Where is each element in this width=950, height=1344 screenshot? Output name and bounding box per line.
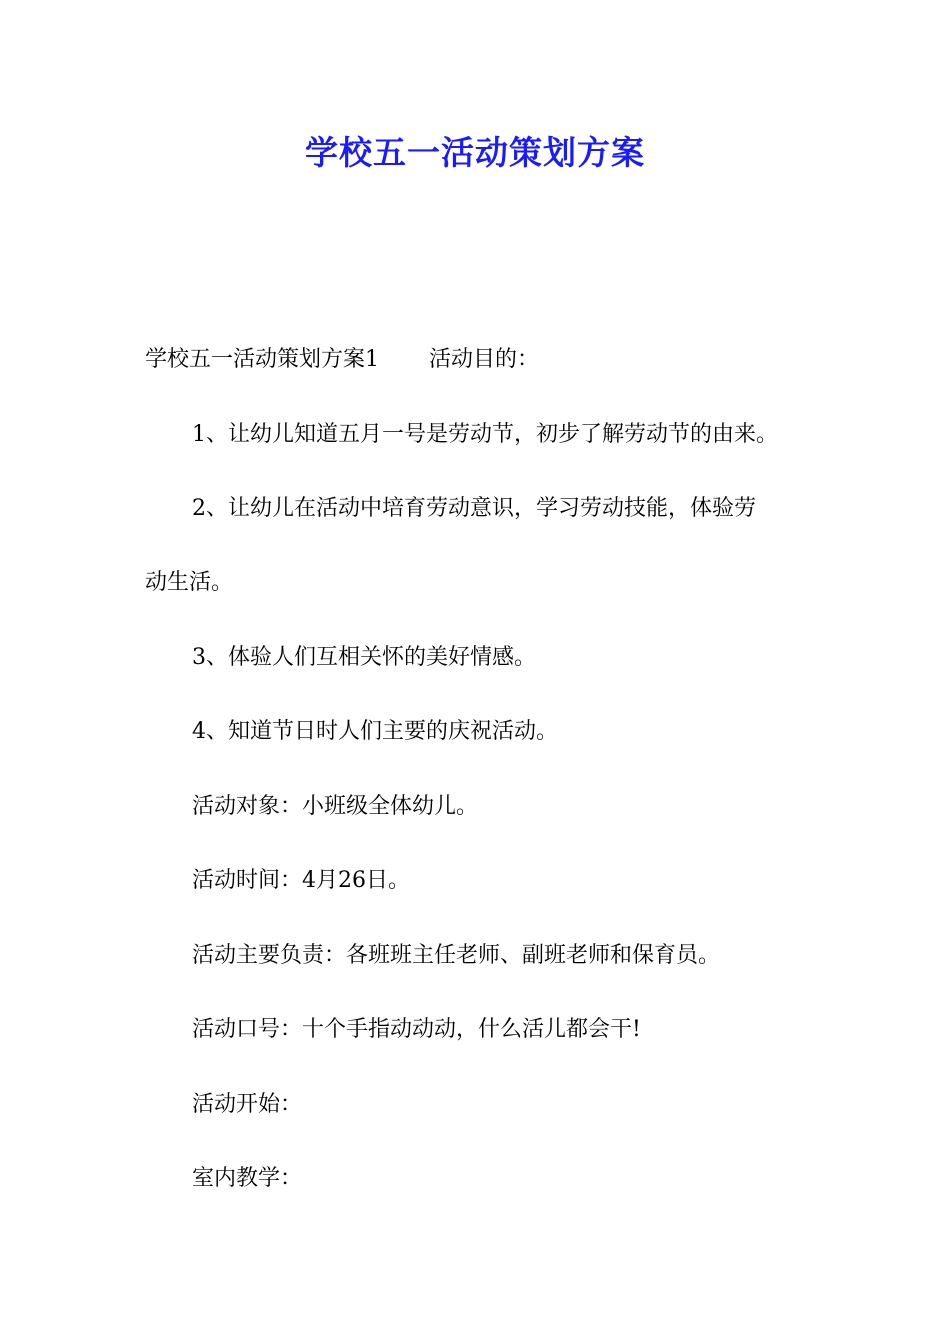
paragraph-activity-time: 活动时间：4月26日。 [192,868,410,893]
paragraph-goal-3: 3、体验人们互相关怀的美好情感。 [192,645,536,670]
section-heading-continuation: 活动目的： [429,347,540,372]
paragraph-indoor-teaching: 室内教学： [192,1166,303,1191]
paragraph-goal-1: 1、让幼儿知道五月一号是劳动节，初步了解劳动节的由来。 [192,422,778,447]
paragraph-activity-start: 活动开始： [192,1092,303,1117]
paragraph-goal-2: 2、让幼儿在活动中培育劳动意识，学习劳动技能，体验劳 [192,496,756,521]
section-heading-label: 学校五一活动策划方案1 [145,347,379,372]
paragraph-goal-4: 4、知道节日时人们主要的庆祝活动。 [192,719,558,744]
paragraph-activity-slogan: 活动口号：十个手指动动动，什么活儿都会干! [192,1017,641,1042]
paragraph-activity-target: 活动对象：小班级全体幼儿。 [192,794,479,819]
section-heading-line [145,345,539,375]
paragraph-activity-responsible: 活动主要负责：各班班主任老师、副班老师和保育员。 [192,943,721,968]
paragraph-goal-2-continued: 动生活。 [145,570,234,595]
document-title: 学校五一活动策划方案 [305,133,645,172]
